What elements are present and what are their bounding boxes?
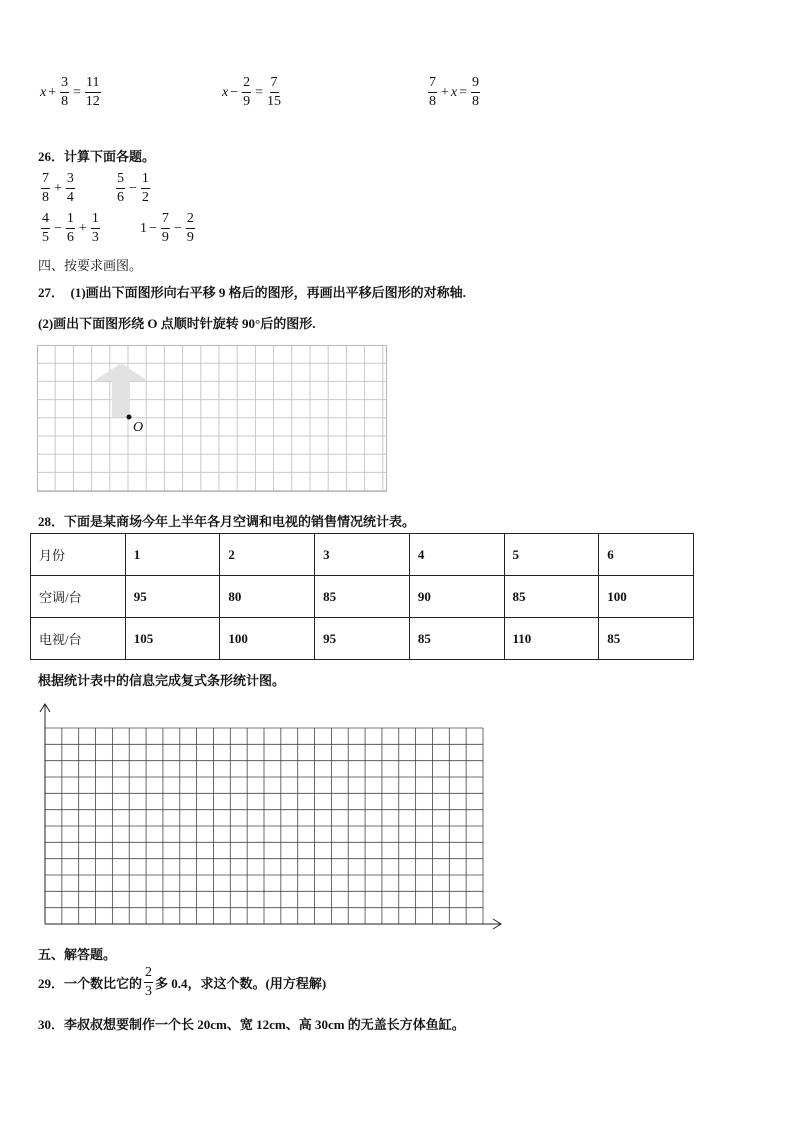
table-cell: 电视/台 — [31, 618, 126, 660]
table-cell: 80 — [220, 576, 315, 618]
bar-chart-grid[interactable] — [36, 700, 506, 932]
q26-expr-2: $\frac{5}{6}$ − $\frac{1}{2}$ — [117, 171, 149, 205]
eq2-frac-b: $\frac{7}{15}$ — [267, 75, 282, 109]
table-cell: 95 — [315, 618, 410, 660]
q30: 30．李叔叔想要制作一个长 20cm、宽 12cm、高 30cm 的无盖长方体鱼缸。 — [38, 1017, 465, 1032]
q27-grid[interactable] — [37, 345, 389, 493]
eq2-equals: = — [255, 84, 264, 100]
table-cell: 6 — [599, 534, 694, 576]
table-row — [31, 618, 694, 660]
q27-line-1: 27． (1)画出下面图形向右平移 9 格后的图形，再画出平移后图形的对称轴. — [38, 285, 466, 300]
q28-instruction: 根据统计表中的信息完成复式条形统计图。 — [38, 673, 286, 688]
equation-3 — [426, 76, 482, 109]
table-cell: 110 — [504, 618, 599, 660]
table-cell: 85 — [599, 618, 694, 660]
equation-2 — [222, 76, 283, 109]
point-o-marker — [127, 415, 132, 420]
q27-line-2: (2)画出下面图形绕 O 点顺时针旋转 90°后的图形. — [38, 316, 316, 331]
eq2-frac-a: $\frac{2}{9}$ — [243, 75, 251, 109]
arrow-shape — [94, 363, 148, 417]
eq3-var: x — [450, 84, 458, 100]
eq3-op: + — [441, 84, 449, 100]
table-cell: 100 — [220, 618, 315, 660]
sales-table — [30, 533, 694, 660]
eq1-frac-b: $\frac{11}{12}$ — [85, 75, 100, 109]
table-row — [31, 576, 694, 618]
eq2-op: − — [230, 84, 239, 100]
section-4-title: 四、按要求画图。 — [38, 258, 143, 273]
table-header-row — [31, 534, 694, 576]
table-cell: 2 — [220, 534, 315, 576]
eq1-frac-a: $\frac{3}{8}$ — [61, 75, 69, 109]
q26-expr-4: 1 − $\frac{7}{9}$ − $\frac{2}{9}$ — [140, 211, 194, 245]
eq3-frac-b: $\frac{9}{8}$ — [472, 75, 480, 109]
q26-expr-3: $\frac{4}{5}$ − $\frac{1}{6}$ + $\frac{1}{3}$ — [42, 211, 99, 245]
eq1-op: + — [48, 84, 57, 100]
q29: 29．一个数比它的 $\frac{2}{3}$ 多 0.4，求这个数。(用方程解) — [38, 965, 327, 999]
table-cell: 3 — [315, 534, 410, 576]
eq1-equals: = — [73, 84, 82, 100]
table-cell: 月份 — [31, 534, 126, 576]
table-cell: 105 — [125, 618, 220, 660]
table-cell: 85 — [409, 618, 504, 660]
eq3-equals: = — [459, 84, 468, 100]
q26-title: 26．计算下面各题。 — [38, 149, 156, 164]
eq1-var: x — [40, 84, 47, 100]
q26-expr-1: $\frac{7}{8}$ + $\frac{3}{4}$ — [42, 171, 74, 205]
table-cell: 85 — [315, 576, 410, 618]
point-o-label: O — [133, 420, 144, 435]
table-cell: 4 — [409, 534, 504, 576]
section-5-title: 五、解答题。 — [38, 947, 117, 962]
table-cell: 95 — [125, 576, 220, 618]
equation-1 — [40, 76, 103, 109]
table-cell: 1 — [125, 534, 220, 576]
table-cell: 100 — [599, 576, 694, 618]
table-cell: 空调/台 — [31, 576, 126, 618]
table-cell: 90 — [409, 576, 504, 618]
table-cell: 85 — [504, 576, 599, 618]
eq3-frac-a: $\frac{7}{8}$ — [429, 75, 436, 109]
eq2-var: x — [222, 84, 229, 100]
table-cell: 5 — [504, 534, 599, 576]
q28-title: 28．下面是某商场今年上半年各月空调和电视的销售情况统计表。 — [38, 514, 416, 529]
